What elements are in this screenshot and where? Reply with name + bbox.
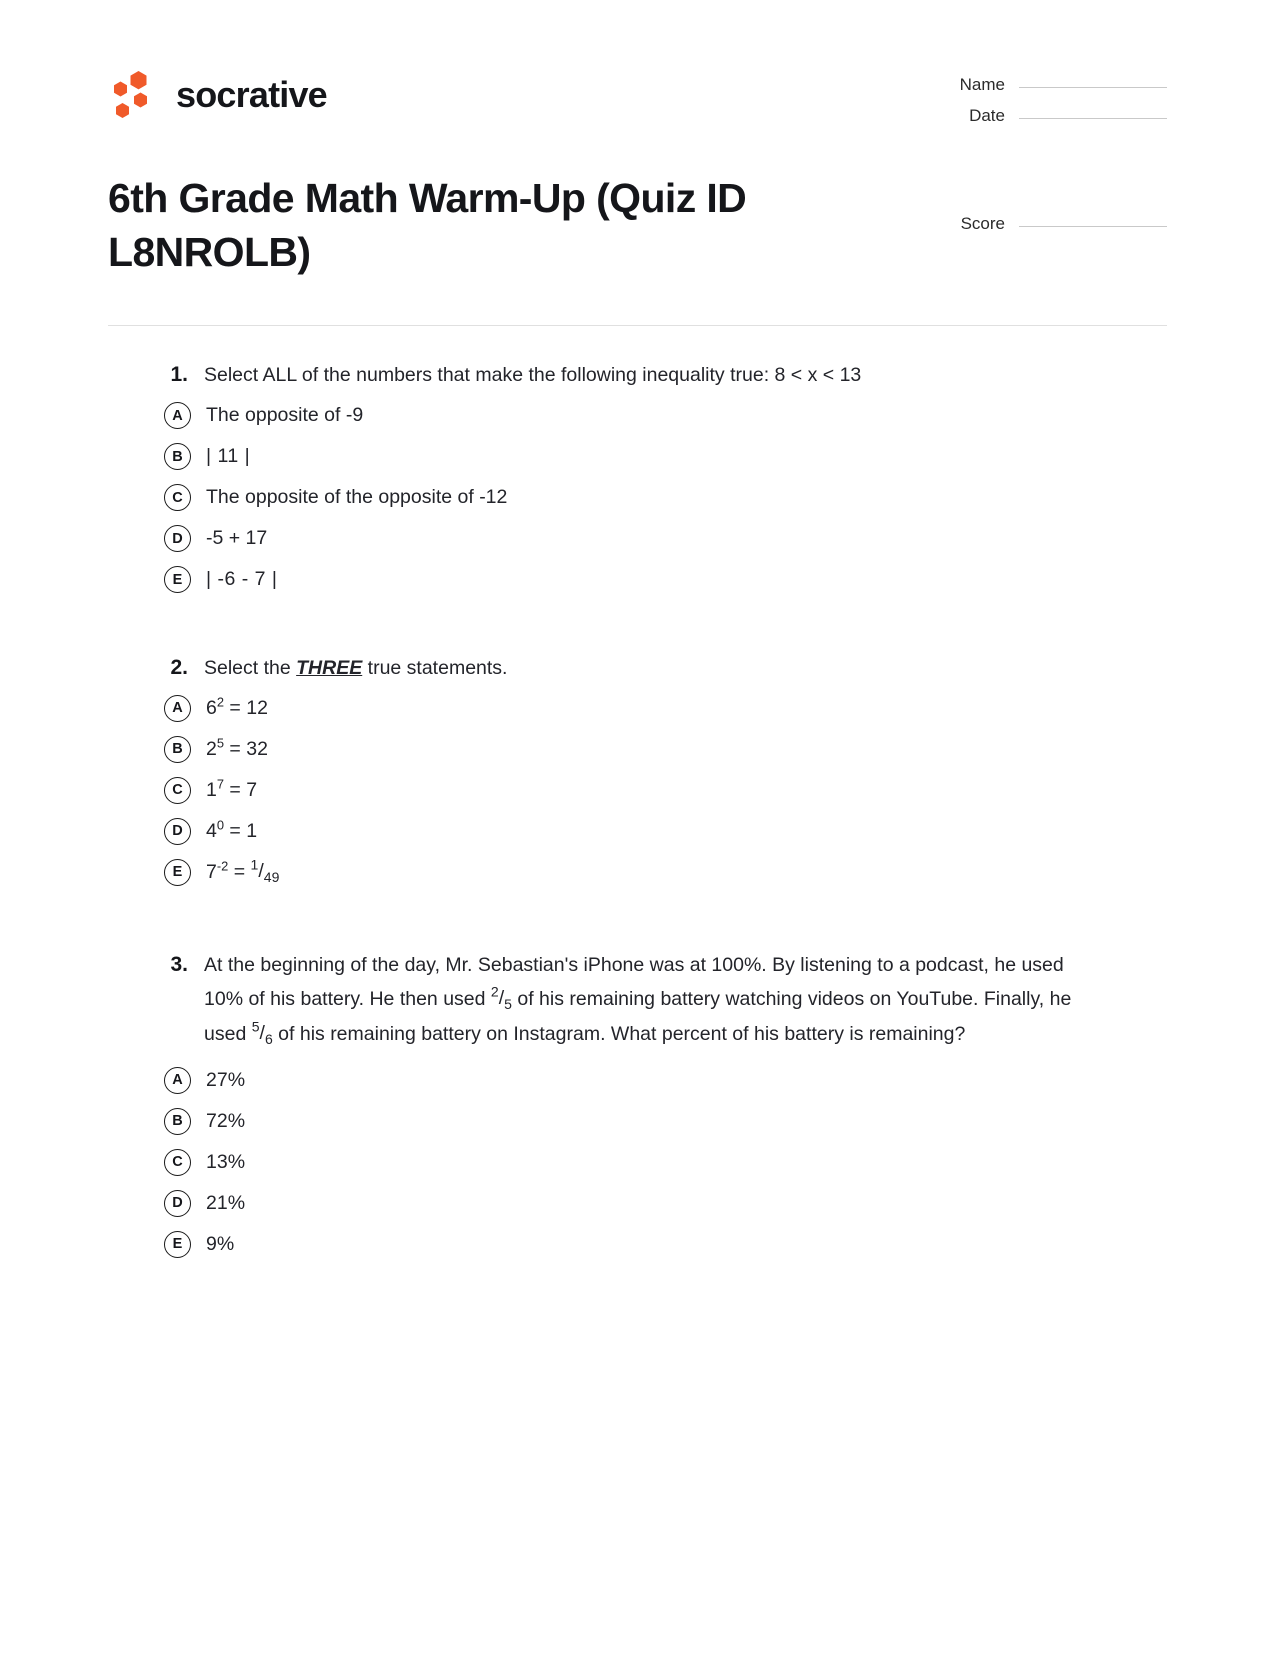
choice-label-e: 9% [206,1233,235,1256]
choice-label-d: 21% [206,1192,246,1215]
question-3-prompt-part3: of his remaining battery on Instagram. What percent of his battery is remaining? [272,1023,966,1046]
fraction-numerator: 2 [490,983,499,1000]
question-3-choices [164,1064,1167,1262]
question-2-prompt [204,651,507,686]
choice-bubble-e[interactable]: E [164,566,191,593]
fraction-numerator: 5 [251,1018,260,1035]
choice-3-a[interactable] [164,1064,1167,1098]
exp-rest: = 32 [224,738,268,760]
choice-1-b[interactable] [164,440,1167,474]
choice-2-b[interactable] [164,733,1167,767]
question-2-prompt-before: Select the [204,656,297,679]
page-title: 6th Grade Math Warm-Up (Quiz ID L8NROLB) [108,175,747,276]
choice-bubble-d[interactable]: D [164,1190,191,1217]
question-1-choices [164,399,1167,597]
choice-label-e: | -6 - 7 | [206,568,278,591]
choice-1-e[interactable] [164,563,1167,597]
choice-label-c: 13% [206,1151,246,1174]
choice-1-c[interactable] [164,481,1167,515]
fraction-denominator: 49 [263,868,280,885]
choice-label-e [206,858,279,887]
choice-label-c: The opposite of the opposite of -12 [206,486,508,509]
exp-rest: = [228,861,251,883]
exponent: 0 [216,817,225,833]
exp-rest: = 1 [224,820,258,842]
choice-3-e[interactable] [164,1228,1167,1262]
exp-base: 2 [206,738,217,760]
question-2-number: 2. [170,655,188,679]
question-2-prompt-emphasis: THREE [296,656,363,679]
fraction-denominator: 5 [504,996,512,1013]
exponent: 2 [216,694,225,710]
choice-bubble-c[interactable]: C [164,777,191,804]
title-area [108,171,1167,279]
question-2-prompt-after: true statements. [362,656,508,679]
choice-bubble-d[interactable]: D [164,818,191,845]
choice-label-a: 27% [206,1069,246,1092]
choice-label-c [206,776,257,805]
fraction-numerator: 1 [250,856,259,873]
questions-list [108,358,1167,1262]
question-3-prompt-part2: of his remaining battery watching videos on YouTube. Finally, he used [204,988,1072,1046]
score-input-line[interactable] [1019,226,1167,227]
choice-bubble-e[interactable]: E [164,859,191,886]
choice-1-a[interactable] [164,399,1167,433]
choice-3-b[interactable] [164,1105,1167,1139]
exp-base: 4 [206,820,217,842]
question-2-head [164,651,1167,686]
question-1-head [164,358,1167,393]
choice-3-c[interactable] [164,1146,1167,1180]
exp-base: 6 [206,697,217,719]
exp-rest: = 7 [224,779,258,801]
choice-2-a[interactable] [164,692,1167,726]
choice-bubble-a[interactable]: A [164,695,191,722]
choice-label-b: | 11 | [206,445,251,468]
question-2 [164,651,1167,890]
date-input-line[interactable] [1019,118,1167,119]
question-1 [164,358,1167,597]
question-3-prompt [204,948,1084,1052]
exponent: 5 [216,735,225,751]
question-3-head [164,948,1167,1052]
choice-bubble-e[interactable]: E [164,1231,191,1258]
choice-bubble-b[interactable]: B [164,1108,191,1135]
choice-label-d [206,817,257,846]
choice-bubble-b[interactable]: B [164,443,191,470]
choice-bubble-b[interactable]: B [164,736,191,763]
exp-rest: = 12 [224,697,268,719]
choice-bubble-d[interactable]: D [164,525,191,552]
exponent: -2 [216,858,229,874]
choice-2-e[interactable] [164,856,1167,890]
student-meta-fields [929,55,1167,137]
choice-label-a: The opposite of -9 [206,404,364,427]
choice-2-d[interactable] [164,815,1167,849]
date-field-row [929,106,1167,126]
name-label: Name [959,75,1005,94]
fraction-denominator: 6 [264,1030,273,1047]
question-3-number: 3. [170,952,188,976]
question-2-choices [164,692,1167,890]
score-field-block [929,171,1167,245]
exp-base: 7 [206,861,217,883]
choice-label-b [206,735,268,764]
fraction-bar: / [259,1022,265,1045]
socrative-hexagon-logo-icon [108,69,160,121]
name-field-row [929,75,1167,95]
choice-bubble-a[interactable]: A [164,402,191,429]
name-input-line[interactable] [1019,87,1167,88]
choice-label-d: -5 + 17 [206,527,268,550]
score-field-row [929,214,1167,234]
score-label: Score [960,214,1005,233]
question-3-prompt-part1: At the beginning of the day, Mr. Sebastian's iPhone was at 100%. By listening to a podcast, he used 10% of his battery. He then used [204,953,1064,1011]
choice-label-a [206,694,268,723]
fraction-2 [252,1016,273,1051]
fraction-bar: / [498,987,505,1010]
choice-1-d[interactable] [164,522,1167,556]
brand-name: socrative [176,74,327,115]
fraction-bar: / [258,860,264,882]
choice-bubble-c[interactable]: C [164,1149,191,1176]
page-header [108,55,1167,137]
choice-bubble-a[interactable]: A [164,1067,191,1094]
brand-logo [108,55,327,121]
choice-bubble-c[interactable]: C [164,484,191,511]
question-1-prompt: Select ALL of the numbers that make the following inequality true: 8 < x < 13 [204,364,862,387]
fraction [251,857,280,886]
date-label: Date [969,106,1005,125]
exp-base: 1 [206,779,217,801]
fraction-1 [491,981,512,1016]
header-divider [108,325,1167,326]
question-3 [164,948,1167,1262]
choice-3-d[interactable] [164,1187,1167,1221]
question-1-number: 1. [170,363,188,387]
choice-label-b: 72% [206,1110,246,1133]
exponent: 7 [216,776,225,792]
choice-2-c[interactable] [164,774,1167,808]
